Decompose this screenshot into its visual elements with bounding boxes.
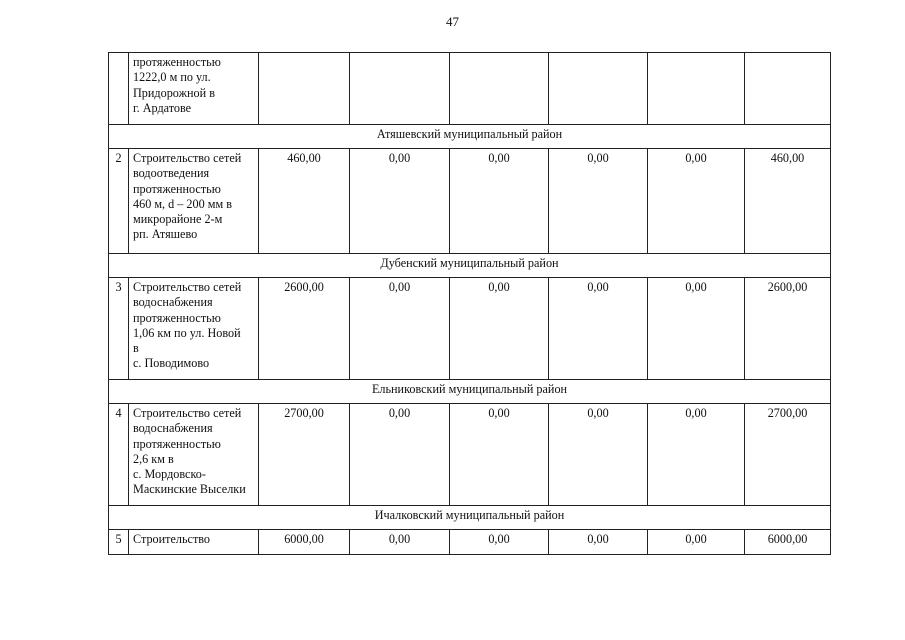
row-number — [109, 53, 129, 125]
row-description: Строительство сетей водоотведения протяженностью 460 м, d – 200 мм в микрорайоне 2-м рп. Атяшево — [129, 149, 259, 254]
cell-value — [450, 53, 549, 125]
cell-value: 0,00 — [350, 278, 450, 380]
cell-value — [648, 53, 745, 125]
cell-value: 0,00 — [450, 149, 549, 254]
cell-value: 0,00 — [450, 278, 549, 380]
cell-value: 0,00 — [549, 404, 648, 506]
cell-value: 2600,00 — [259, 278, 350, 380]
cell-value: 0,00 — [350, 404, 450, 506]
row-description: Строительство сетей водоснабжения протяженностью 1,06 км по ул. Новой в с. Поводимово — [129, 278, 259, 380]
district-row — [109, 125, 831, 149]
cell-value: 0,00 — [648, 149, 745, 254]
table-row — [109, 530, 831, 555]
budget-table — [108, 52, 831, 555]
cell-value: 460,00 — [259, 149, 350, 254]
cell-value — [549, 53, 648, 125]
table-row — [109, 278, 831, 380]
row-description: протяженностью 1222,0 м по ул. Придорожной в г. Ардатове — [129, 53, 259, 125]
district-heading: Дубенский муниципальный район — [109, 254, 831, 278]
cell-value — [745, 53, 831, 125]
cell-value — [259, 53, 350, 125]
district-row — [109, 506, 831, 530]
cell-value — [350, 53, 450, 125]
table-row — [109, 53, 831, 125]
cell-value: 0,00 — [450, 404, 549, 506]
cell-value: 6000,00 — [259, 530, 350, 555]
cell-value: 460,00 — [745, 149, 831, 254]
row-description: Строительство — [129, 530, 259, 555]
district-heading: Ельниковский муниципальный район — [109, 380, 831, 404]
cell-value: 2700,00 — [745, 404, 831, 506]
cell-value: 0,00 — [648, 278, 745, 380]
cell-value: 0,00 — [350, 530, 450, 555]
page-number: 47 — [446, 14, 459, 29]
table-row — [109, 149, 831, 254]
row-number: 5 — [109, 530, 129, 555]
cell-value: 0,00 — [648, 530, 745, 555]
row-number: 3 — [109, 278, 129, 380]
cell-value: 0,00 — [450, 530, 549, 555]
district-row — [109, 380, 831, 404]
cell-value: 2700,00 — [259, 404, 350, 506]
district-row — [109, 254, 831, 278]
cell-value: 0,00 — [549, 149, 648, 254]
row-description: Строительство сетей водоснабжения протяженностью 2,6 км в с. Мордовско- Маскинские Выселки — [129, 404, 259, 506]
table-row — [109, 404, 831, 506]
cell-value: 0,00 — [549, 278, 648, 380]
row-number: 2 — [109, 149, 129, 254]
cell-value: 2600,00 — [745, 278, 831, 380]
cell-value: 6000,00 — [745, 530, 831, 555]
cell-value: 0,00 — [549, 530, 648, 555]
district-heading: Ичалковский муниципальный район — [109, 506, 831, 530]
cell-value: 0,00 — [350, 149, 450, 254]
cell-value: 0,00 — [648, 404, 745, 506]
row-number: 4 — [109, 404, 129, 506]
district-heading: Атяшевский муниципальный район — [109, 125, 831, 149]
